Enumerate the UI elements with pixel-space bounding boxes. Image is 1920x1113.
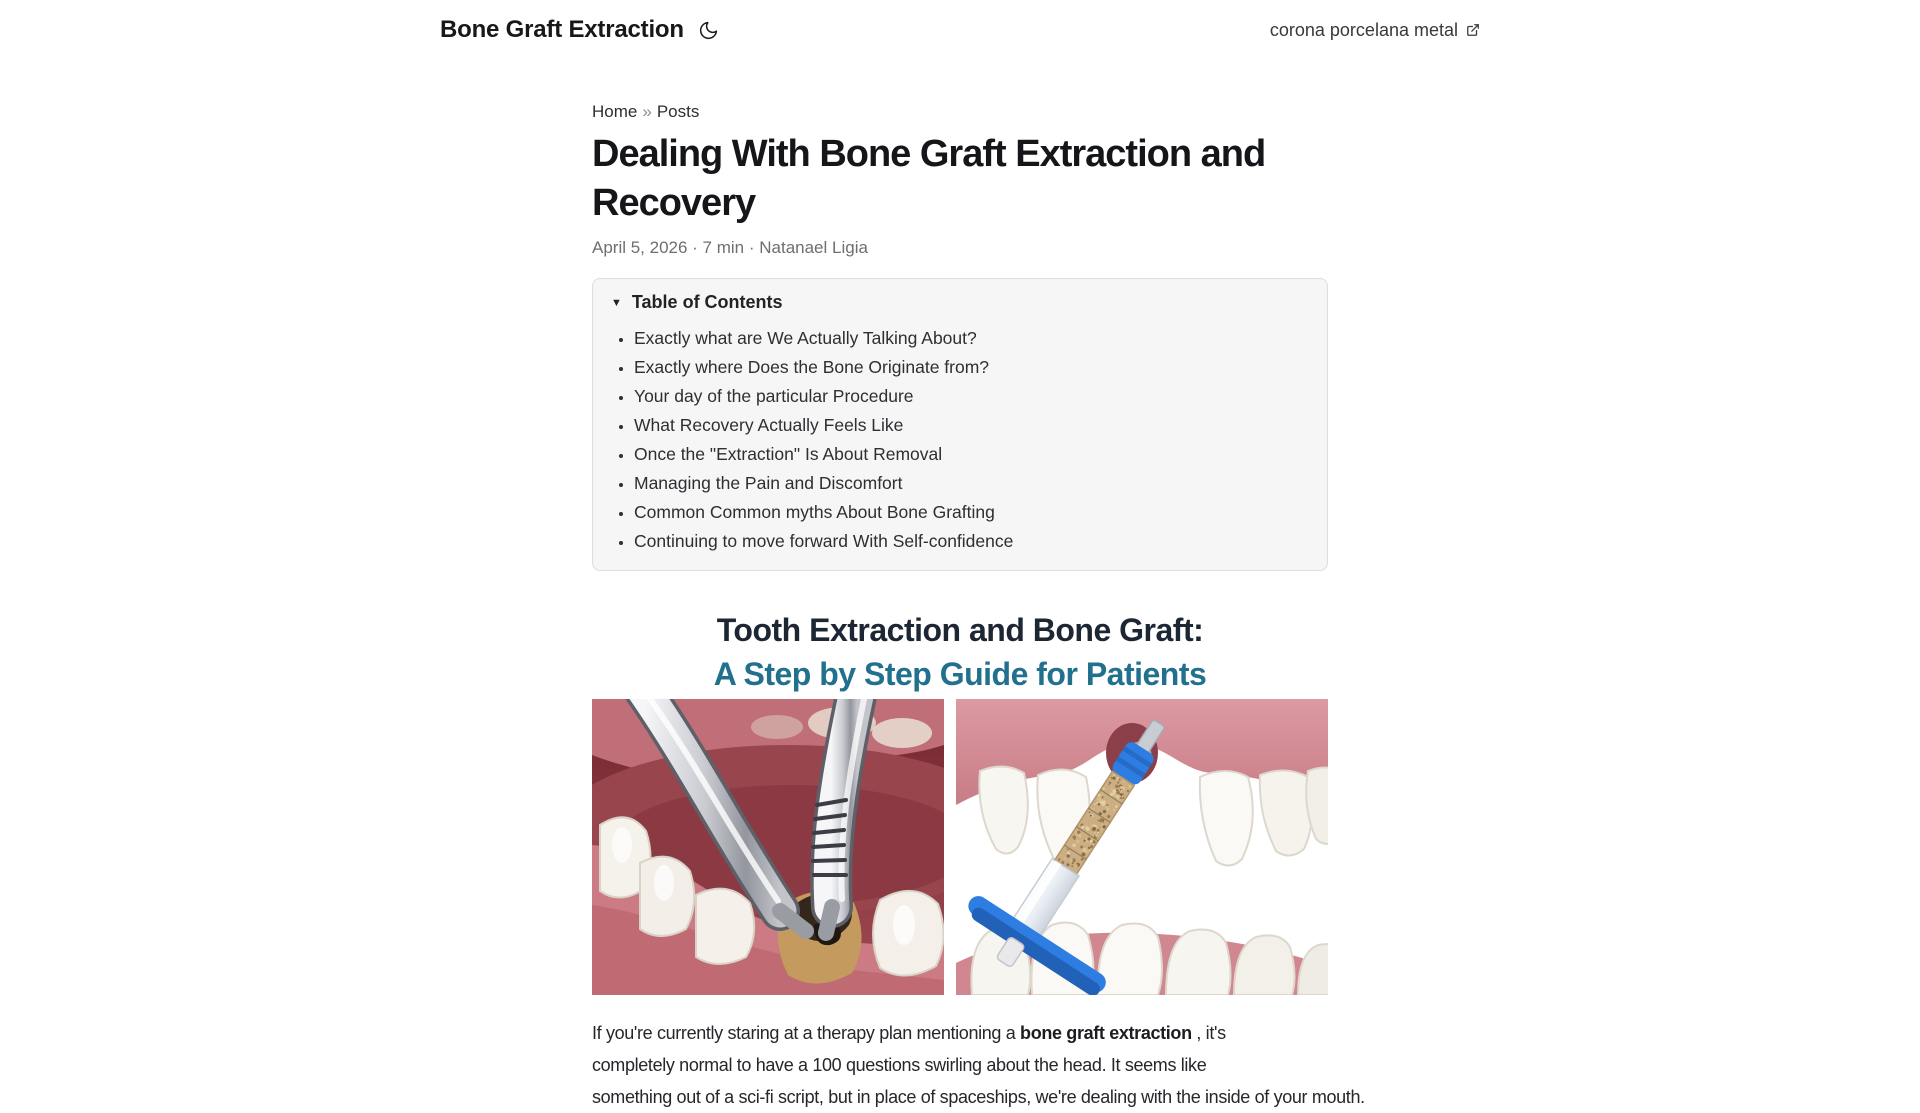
table-of-contents <box>592 278 1328 571</box>
breadcrumb-separator: » <box>642 102 652 121</box>
post-article <box>592 102 1365 1113</box>
article-paragraph <box>592 1017 1365 1113</box>
page-title: Dealing With Bone Graft Extraction and Recovery <box>592 133 1266 224</box>
bone-graft-syringe-illustration <box>951 689 1328 995</box>
breadcrumb <box>592 102 1328 122</box>
toc-list <box>611 324 1309 556</box>
paragraph-text: If you're currently staring at a therapy plan mentioning a <box>592 1023 1021 1043</box>
nav-link-corona-porcelana-metal[interactable] <box>1270 20 1480 41</box>
panel-divider <box>944 699 956 995</box>
toc-item[interactable]: • Continuing to move forward With Self-confidence <box>634 527 1309 556</box>
toc-item[interactable]: • Managing the Pain and Discomfort <box>634 469 1309 498</box>
breadcrumb-posts-link[interactable]: Posts <box>656 102 700 121</box>
post-meta: April 5, 2026 · 7 min · Natanael Ligia <box>592 238 868 257</box>
theme-toggle-button[interactable] <box>696 18 721 43</box>
toc-item[interactable]: • Once the "Extraction" Is About Removal <box>634 440 1309 469</box>
site-title-link[interactable]: Bone Graft Extraction <box>440 16 684 43</box>
toc-item[interactable]: • Exactly what are We Actually Talking About? <box>634 324 1309 353</box>
breadcrumb-home-link[interactable]: Home <box>592 102 638 121</box>
moon-icon <box>698 20 719 41</box>
toc-item[interactable]: • What Recovery Actually Feels Like <box>634 411 1309 440</box>
external-link-icon <box>1466 23 1480 37</box>
nav-link-label: corona porcelana metal <box>1269 19 1458 40</box>
toc-item[interactable]: • Exactly where Does the Bone Originate from? <box>634 353 1309 382</box>
paragraph-text: something out of a sci-fi script, but in place of spaceships, we're dealing with the inside of your mouth. <box>592 1087 1365 1107</box>
toc-title: Table of Contents <box>631 292 783 312</box>
paragraph-text: completely normal to have a 100 questions swirling about the head. It seems like <box>592 1055 1207 1075</box>
bold-keyphrase: bone graft extraction <box>1020 1023 1192 1043</box>
hero-image <box>592 595 1328 995</box>
site-header <box>0 0 1920 44</box>
svg-text:Tooth Extraction and Bone Graf: Tooth Extraction and Bone Graft: <box>716 612 1204 648</box>
collapse-triangle-icon: ▼ <box>611 296 622 309</box>
toc-toggle[interactable] <box>611 292 1309 313</box>
paragraph-text: , it's <box>1191 1023 1226 1043</box>
top-nav <box>1270 20 1480 41</box>
toc-item[interactable]: • Your day of the particular Procedure <box>634 382 1309 411</box>
toc-item[interactable]: • Common Common myths About Bone Grafting <box>634 498 1309 527</box>
svg-text:A Step by Step Guide for Patie: A Step by Step Guide for Patients <box>713 656 1207 692</box>
